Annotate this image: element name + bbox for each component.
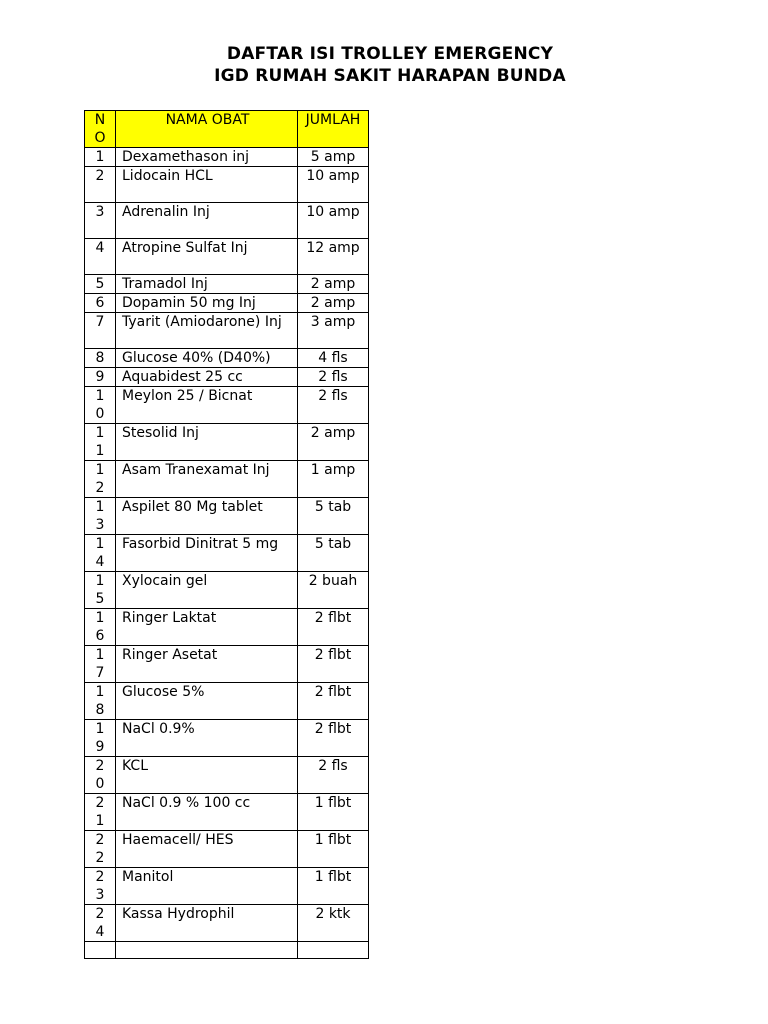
table-row: [85, 203, 369, 239]
row-name-cell: Tyarit (Amiodarone) Inj: [116, 313, 298, 349]
row-qty-cell: 3 amp: [298, 313, 369, 349]
row-no-cell: 24: [85, 905, 116, 942]
row-qty-cell: 2 amp: [298, 294, 369, 313]
table-row: [85, 683, 369, 720]
table-row: [85, 646, 369, 683]
row-name-cell: Fasorbid Dinitrat 5 mg: [116, 535, 298, 572]
row-no-cell: 1: [85, 148, 116, 167]
table-header-row: [85, 111, 369, 148]
table-row: [85, 239, 369, 275]
table-row: [85, 905, 369, 942]
table-row: [85, 461, 369, 498]
row-name-cell: Stesolid Inj: [116, 424, 298, 461]
row-qty-cell: 2 flbt: [298, 609, 369, 646]
row-no-cell: 15: [85, 572, 116, 609]
table-row: [85, 609, 369, 646]
row-qty-cell: 2 flbt: [298, 683, 369, 720]
table-row: [85, 349, 369, 368]
row-no-cell: 16: [85, 609, 116, 646]
row-no-cell: 2: [85, 167, 116, 203]
row-qty-cell: 4 fls: [298, 349, 369, 368]
row-name-cell: Glucose 5%: [116, 683, 298, 720]
row-qty-cell: 2 fls: [298, 368, 369, 387]
row-qty-cell: 2 flbt: [298, 646, 369, 683]
row-qty-cell: 10 amp: [298, 167, 369, 203]
row-name-cell: Ringer Laktat: [116, 609, 298, 646]
row-name-cell: Aquabidest 25 cc: [116, 368, 298, 387]
table-row: [85, 572, 369, 609]
row-no-cell: 9: [85, 368, 116, 387]
row-no-cell: 18: [85, 683, 116, 720]
row-qty-cell: 5 amp: [298, 148, 369, 167]
row-qty-cell: 5 tab: [298, 498, 369, 535]
row-name-cell: Atropine Sulfat Inj: [116, 239, 298, 275]
title-line-1: DAFTAR ISI TROLLEY EMERGENCY: [226, 44, 554, 64]
table-row: [85, 368, 369, 387]
row-name-cell: Dopamin 50 mg Inj: [116, 294, 298, 313]
row-no-cell: 8: [85, 349, 116, 368]
table-row: [85, 720, 369, 757]
row-name-cell: Glucose 40% (D40%): [116, 349, 298, 368]
row-name-cell: Lidocain HCL: [116, 167, 298, 203]
drug-list-table: [84, 110, 369, 959]
row-name-cell: Asam Tranexamat Inj: [116, 461, 298, 498]
row-no-cell: 10: [85, 387, 116, 424]
row-name-cell: Meylon 25 / Bicnat: [116, 387, 298, 424]
title-line-2: IGD RUMAH SAKIT HARAPAN BUNDA: [214, 66, 566, 86]
row-name-cell: Xylocain gel: [116, 572, 298, 609]
row-no-cell: 23: [85, 868, 116, 905]
row-qty-cell: 2 ktk: [298, 905, 369, 942]
table-row: [85, 294, 369, 313]
row-qty-cell: 2 fls: [298, 757, 369, 794]
row-qty-cell: 2 flbt: [298, 720, 369, 757]
row-name-cell: Adrenalin Inj: [116, 203, 298, 239]
table-row: [85, 167, 369, 203]
row-qty-cell: 2 amp: [298, 275, 369, 294]
empty-cell: [298, 942, 369, 959]
header-name: NAMA OBAT: [116, 111, 298, 148]
header-qty: JUMLAH: [298, 111, 369, 148]
table-row: [85, 424, 369, 461]
row-no-cell: 4: [85, 239, 116, 275]
table-row: [85, 387, 369, 424]
row-no-cell: 20: [85, 757, 116, 794]
row-no-cell: 7: [85, 313, 116, 349]
row-no-cell: 19: [85, 720, 116, 757]
row-no-cell: 3: [85, 203, 116, 239]
table-row: [85, 275, 369, 294]
empty-cell: [116, 942, 298, 959]
row-name-cell: Tramadol Inj: [116, 275, 298, 294]
row-name-cell: Dexamethason inj: [116, 148, 298, 167]
row-name-cell: NaCl 0.9 % 100 cc: [116, 794, 298, 831]
row-no-cell: 13: [85, 498, 116, 535]
page-title: [0, 43, 768, 87]
row-qty-cell: 2 fls: [298, 387, 369, 424]
row-no-cell: 12: [85, 461, 116, 498]
row-no-cell: 6: [85, 294, 116, 313]
row-qty-cell: 5 tab: [298, 535, 369, 572]
table-row: [85, 831, 369, 868]
row-no-cell: 14: [85, 535, 116, 572]
row-name-cell: Ringer Asetat: [116, 646, 298, 683]
row-name-cell: NaCl 0.9%: [116, 720, 298, 757]
row-name-cell: KCL: [116, 757, 298, 794]
table-row: [85, 868, 369, 905]
row-no-cell: 5: [85, 275, 116, 294]
empty-table-row: [85, 942, 369, 959]
row-no-cell: 17: [85, 646, 116, 683]
row-qty-cell: 2 amp: [298, 424, 369, 461]
row-name-cell: Haemacell/ HES: [116, 831, 298, 868]
empty-cell: [85, 942, 116, 959]
row-no-cell: 21: [85, 794, 116, 831]
row-qty-cell: 1 flbt: [298, 794, 369, 831]
row-qty-cell: 12 amp: [298, 239, 369, 275]
row-qty-cell: 1 flbt: [298, 868, 369, 905]
row-no-cell: 22: [85, 831, 116, 868]
row-qty-cell: 1 amp: [298, 461, 369, 498]
row-qty-cell: 2 buah: [298, 572, 369, 609]
table-row: [85, 535, 369, 572]
table-row: [85, 794, 369, 831]
row-no-cell: 11: [85, 424, 116, 461]
row-qty-cell: 1 flbt: [298, 831, 369, 868]
table-row: [85, 148, 369, 167]
row-qty-cell: 10 amp: [298, 203, 369, 239]
table-row: [85, 313, 369, 349]
table-row: [85, 498, 369, 535]
row-name-cell: Aspilet 80 Mg tablet: [116, 498, 298, 535]
table-body: [85, 148, 369, 959]
row-name-cell: Manitol: [116, 868, 298, 905]
row-name-cell: Kassa Hydrophil: [116, 905, 298, 942]
table-row: [85, 757, 369, 794]
header-no: NO: [85, 111, 116, 148]
